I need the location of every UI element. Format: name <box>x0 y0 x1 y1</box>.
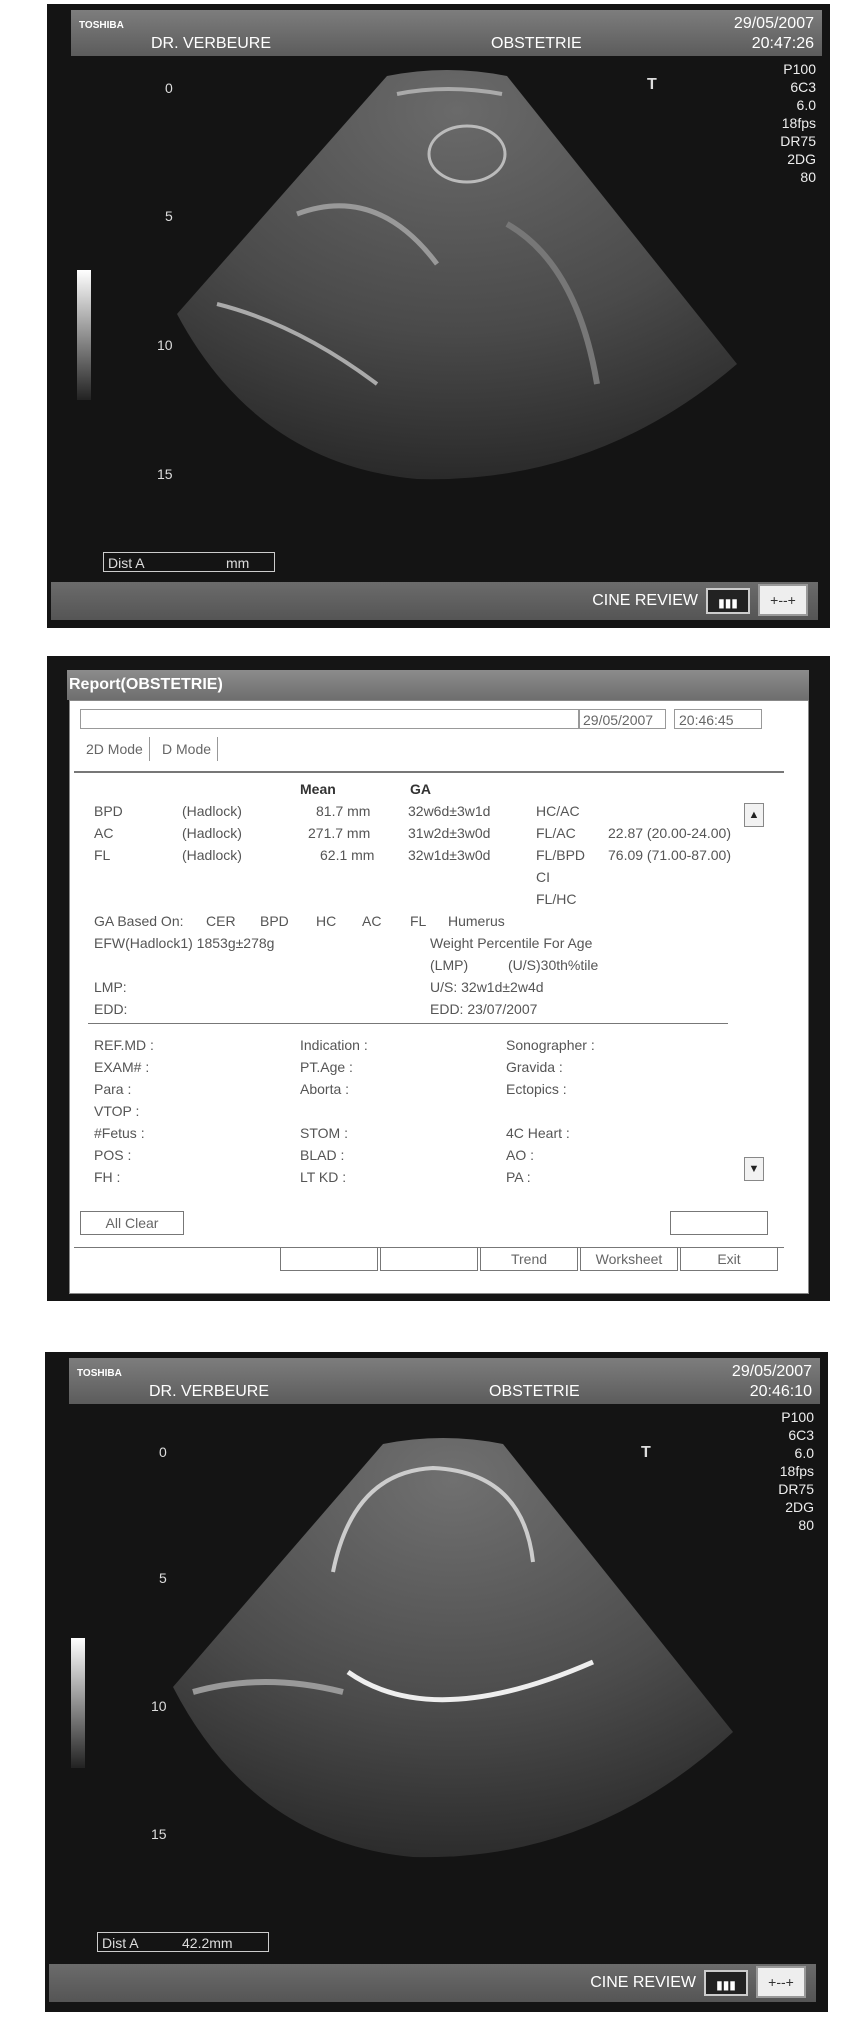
row-mean: 271.7 mm <box>308 825 371 841</box>
ultrasound-screen-bottom <box>45 1352 828 2012</box>
dist-label: Dist A <box>102 1935 139 1951</box>
tab-2d-mode[interactable]: 2D Mode <box>80 737 150 761</box>
lmp-label: LMP: <box>94 979 127 995</box>
orientation-marker: T <box>647 76 657 93</box>
info-fh: FH : <box>94 1169 121 1185</box>
scan-header <box>69 1358 820 1404</box>
probe-parameters <box>778 1408 814 1534</box>
us-percentile: (U/S)30th%tile <box>508 957 599 973</box>
param: DR75 <box>778 1481 814 1497</box>
row-method: (Hadlock) <box>182 825 242 841</box>
depth-label: 5 <box>159 1570 167 1586</box>
grayscale-bar <box>71 1638 85 1768</box>
info-pos: POS : <box>94 1147 132 1163</box>
report-time: 20:46:45 <box>674 709 762 729</box>
scroll-up-button[interactable]: ▲ <box>744 803 764 827</box>
ga-option-humerus[interactable]: Humerus <box>448 913 505 929</box>
ratio-name: FL/BPD <box>536 847 586 863</box>
param: DR75 <box>780 133 816 149</box>
doctor-name: DR. VERBEURE <box>151 35 272 52</box>
info-ref-md: REF.MD : <box>94 1037 154 1053</box>
param: 2DG <box>787 151 816 167</box>
dist-unit: mm <box>226 555 250 571</box>
depth-label: 15 <box>157 466 173 482</box>
row-name: BPD <box>94 803 123 819</box>
param: 80 <box>800 169 816 185</box>
row-ga: 32w1d±3w0d <box>408 847 491 863</box>
scan-time: 20:46:10 <box>749 1383 812 1400</box>
blank-button-2[interactable] <box>380 1247 478 1271</box>
blank-button-1[interactable] <box>280 1247 378 1271</box>
doctor-name: DR. VERBEURE <box>149 1383 270 1400</box>
patient-field[interactable] <box>80 709 580 729</box>
measure-tool-button[interactable]: +--+ <box>756 1966 806 1998</box>
param: 80 <box>798 1517 814 1533</box>
param: 6C3 <box>790 79 816 95</box>
param: P100 <box>783 61 816 77</box>
trend-button[interactable]: Trend <box>480 1247 578 1271</box>
info-fetus: #Fetus : <box>94 1125 145 1141</box>
edd-label: EDD: <box>94 1001 128 1017</box>
distance-readout <box>97 1932 269 1952</box>
param: P100 <box>781 1409 814 1425</box>
probe-parameters <box>780 60 816 186</box>
ga-option-cer[interactable]: CER <box>206 913 236 929</box>
all-clear-button[interactable]: All Clear <box>80 1211 184 1235</box>
col-ga: GA <box>410 781 431 797</box>
row-ga: 31w2d±3w0d <box>408 825 491 841</box>
param: 2DG <box>785 1499 814 1515</box>
brand-logo: TOSHIBA <box>79 20 124 31</box>
worksheet-button[interactable]: Worksheet <box>580 1247 678 1271</box>
info-indication: Indication : <box>300 1037 368 1053</box>
info-pa: PA : <box>506 1169 531 1185</box>
cine-review-button[interactable]: ▮▮▮ <box>704 1970 748 1996</box>
grayscale-bar <box>77 270 91 400</box>
row-name: AC <box>94 825 114 841</box>
depth-label: 10 <box>157 337 173 353</box>
scroll-down-button[interactable]: ▼ <box>744 1157 764 1181</box>
exam-mode: OBSTETRIE <box>491 35 582 52</box>
scan-header <box>71 10 822 56</box>
row-method: (Hadlock) <box>182 803 242 819</box>
col-mean: Mean <box>300 781 336 797</box>
report-date: 29/05/2007 <box>578 709 666 729</box>
info-lt-kd: LT KD : <box>300 1169 347 1185</box>
ratio-name: FL/HC <box>536 891 577 907</box>
row-method: (Hadlock) <box>182 847 242 863</box>
ratio-name: HC/AC <box>536 803 580 819</box>
param: 18fps <box>781 115 816 131</box>
ga-based-on-label: GA Based On: <box>94 913 184 929</box>
distance-readout <box>103 552 275 572</box>
row-ga: 32w6d±3w1d <box>408 803 491 819</box>
info-ao: AO : <box>506 1147 535 1163</box>
param: 6.0 <box>794 1445 814 1461</box>
row-name: FL <box>94 847 111 863</box>
depth-label: 15 <box>151 1826 167 1842</box>
ga-option-hc[interactable]: HC <box>316 913 337 929</box>
info-gravida: Gravida : <box>506 1059 563 1075</box>
ga-option-bpd[interactable]: BPD <box>260 913 289 929</box>
info-sonographer: Sonographer : <box>506 1037 595 1053</box>
info-pt-age: PT.Age : <box>300 1059 353 1075</box>
depth-label: 10 <box>151 1698 167 1714</box>
cine-review-button[interactable]: ▮▮▮ <box>706 588 750 614</box>
info-blad: BLAD : <box>300 1147 345 1163</box>
measurements-panel <box>74 771 784 1248</box>
cine-review-label: CINE REVIEW <box>592 592 698 609</box>
info-para: Para : <box>94 1081 132 1097</box>
info-aborta: Aborta : <box>300 1081 350 1097</box>
info-ectopics: Ectopics : <box>506 1081 567 1097</box>
report-title: Report(OBSTETRIE) <box>67 670 809 700</box>
ultrasound-image <box>177 64 777 484</box>
edd-value: EDD: 23/07/2007 <box>430 1001 538 1017</box>
ga-option-ac[interactable]: AC <box>362 913 382 929</box>
report-screen <box>47 656 830 1301</box>
blank-button[interactable] <box>670 1211 768 1235</box>
orientation-marker: T <box>641 1444 651 1461</box>
measure-tool-button[interactable]: +--+ <box>758 584 808 616</box>
exam-mode: OBSTETRIE <box>489 1383 580 1400</box>
report-window <box>69 700 809 1294</box>
depth-label: 0 <box>159 1444 167 1460</box>
scan-date: 29/05/2007 <box>733 15 814 32</box>
param: 18fps <box>779 1463 814 1479</box>
efw-value: EFW(Hadlock1) 1853g±278g <box>94 935 275 951</box>
brand-logo: TOSHIBA <box>77 1368 122 1379</box>
divider <box>88 1023 728 1024</box>
info-4c-heart: 4C Heart : <box>506 1125 570 1141</box>
row-mean: 62.1 mm <box>320 847 375 863</box>
depth-label: 5 <box>165 208 173 224</box>
scan-time: 20:47:26 <box>751 35 814 52</box>
exit-button[interactable]: Exit <box>680 1247 778 1271</box>
scan-footer <box>49 1964 816 2002</box>
dist-label: Dist A <box>108 555 145 571</box>
us-ga: U/S: 32w1d±2w4d <box>430 979 544 995</box>
row-mean: 81.7 mm <box>316 803 371 819</box>
ratio-value: 76.09 (71.00-87.00) <box>608 847 731 863</box>
tab-d-mode[interactable]: D Mode <box>156 737 218 761</box>
info-exam: EXAM# : <box>94 1059 150 1075</box>
ga-option-fl[interactable]: FL <box>410 913 427 929</box>
info-stom: STOM : <box>300 1125 348 1141</box>
ratio-value: 22.87 (20.00-24.00) <box>608 825 731 841</box>
param: 6C3 <box>788 1427 814 1443</box>
ratio-name: CI <box>536 869 550 885</box>
weight-percentile-label: Weight Percentile For Age <box>430 935 593 951</box>
param: 6.0 <box>796 97 816 113</box>
depth-label: 0 <box>165 80 173 96</box>
dist-value: 42.2mm <box>182 1935 233 1951</box>
lmp-percentile-label: (LMP) <box>430 957 469 973</box>
ratio-name: FL/AC <box>536 825 576 841</box>
info-vtop: VTOP : <box>94 1103 140 1119</box>
scan-date: 29/05/2007 <box>731 1363 812 1380</box>
ultrasound-screen-top <box>47 4 830 628</box>
scan-footer <box>51 582 818 620</box>
ultrasound-image <box>173 1432 773 1862</box>
cine-review-label: CINE REVIEW <box>590 1974 696 1991</box>
